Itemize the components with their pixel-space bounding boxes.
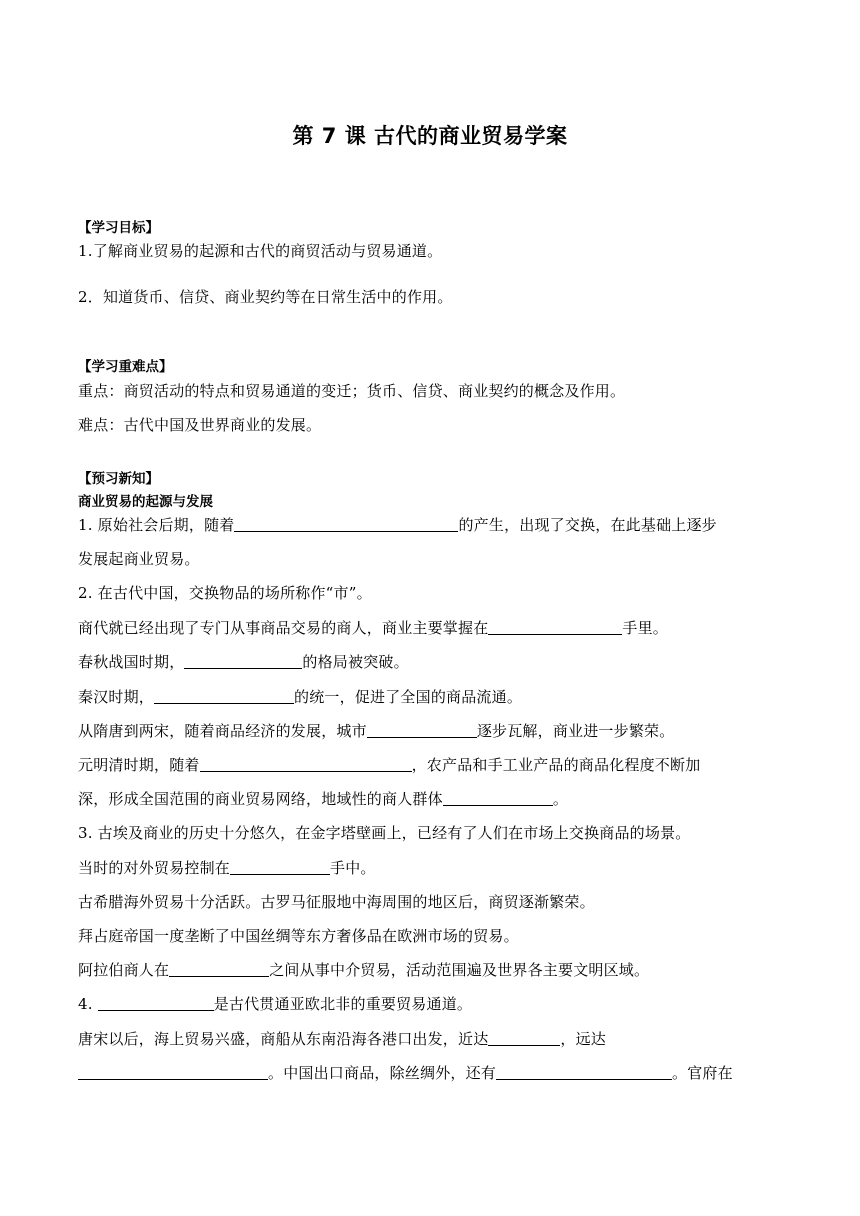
line-text: 是古代贯通亚欧北非的重要贸易通道。 bbox=[213, 995, 473, 1013]
preview-line bbox=[78, 959, 649, 980]
line-text: 2. 在古代中国，交换物品的场所称作“市”。 bbox=[78, 584, 372, 602]
fill-blank[interactable] bbox=[443, 790, 553, 806]
preview-line bbox=[78, 686, 522, 707]
line-text: 。中国出口商品，除丝绸外，还有 bbox=[268, 1064, 497, 1082]
fill-blank[interactable] bbox=[98, 995, 214, 1011]
fill-blank[interactable] bbox=[488, 619, 622, 635]
page-title: 第 7 课 古代的商业贸易学案 bbox=[292, 124, 568, 148]
line-text: 元明清时期，随着 bbox=[78, 756, 200, 774]
line-text: ，远达 bbox=[560, 1030, 607, 1048]
preview-line bbox=[78, 822, 690, 843]
line-text: 1. 原始社会后期，随着 bbox=[78, 516, 235, 534]
line-text: 。 bbox=[552, 790, 569, 808]
preview-line bbox=[78, 1028, 606, 1049]
goal-line: 2．知道货币、信贷、商业契约等在日常生活中的作用。 bbox=[78, 288, 453, 306]
preview-line bbox=[78, 925, 519, 946]
fill-blank[interactable] bbox=[154, 688, 294, 704]
preview-line bbox=[78, 891, 595, 912]
line-text: 古希腊海外贸易十分活跃。古罗马征服地中海周围的地区后，商贸逐渐繁荣。 bbox=[78, 893, 595, 911]
line-text: 手里。 bbox=[622, 619, 669, 637]
preview-line bbox=[78, 617, 668, 638]
line-text: 拜占庭帝国一度垄断了中国丝绸等东方奢侈品在欧洲市场的贸易。 bbox=[78, 927, 519, 945]
fill-blank[interactable] bbox=[184, 653, 302, 669]
line-text: 发展起商业贸易。 bbox=[78, 550, 200, 568]
line-text: 4. bbox=[78, 995, 98, 1013]
preview-line bbox=[78, 720, 674, 741]
line-text: 商代就已经出现了专门从事商品交易的商人，商业主要掌握在 bbox=[78, 619, 489, 637]
line-text: 手中。 bbox=[330, 859, 376, 877]
fill-blank[interactable] bbox=[169, 961, 269, 977]
line-text: 当时的对外贸易控制在 bbox=[78, 859, 231, 877]
line-text: 春秋战国时期， bbox=[78, 653, 185, 671]
line-text: 。官府在 bbox=[672, 1064, 733, 1082]
preview-line bbox=[78, 514, 717, 535]
goal-line: 1.了解商业贸易的起源和古代的商贸活动与贸易通道。 bbox=[78, 242, 443, 260]
fill-blank[interactable] bbox=[230, 859, 330, 875]
key-line: 难点：古代中国及世界商业的发展。 bbox=[78, 416, 322, 434]
line-text: ，农产品和手工业产品的商品化程度不断加 bbox=[411, 756, 701, 774]
preview-heading: 【预习新知】 bbox=[78, 471, 159, 487]
preview-line bbox=[78, 1062, 733, 1083]
fill-blank[interactable] bbox=[200, 756, 412, 772]
line-text: 深，形成全国范围的商业贸易网络，地域性的商人群体 bbox=[78, 790, 443, 808]
preview-subheading: 商业贸易的起源与发展 bbox=[78, 494, 213, 510]
line-text: 从隋唐到两宋，随着商品经济的发展，城市 bbox=[78, 722, 367, 740]
line-text: 的格局被突破。 bbox=[302, 653, 409, 671]
key-line: 重点：商贸活动的特点和贸易通道的变迁；货币、信贷、商业契约的概念及作用。 bbox=[78, 382, 626, 400]
line-text: 的产生，出现了交换，在此基础上逐步 bbox=[458, 516, 717, 534]
preview-line bbox=[78, 788, 568, 809]
preview-line bbox=[78, 857, 376, 878]
line-text: 3. 古埃及商业的历史十分悠久，在金字塔壁画上，已经有了人们在市场上交换商品的场景。 bbox=[78, 824, 691, 842]
fill-blank[interactable] bbox=[78, 1064, 268, 1080]
preview-line bbox=[78, 582, 372, 603]
line-text: 的统一，促进了全国的商品流通。 bbox=[294, 688, 523, 706]
line-text: 阿拉伯商人在 bbox=[78, 961, 170, 979]
preview-line bbox=[78, 993, 472, 1014]
fill-blank[interactable] bbox=[496, 1064, 672, 1080]
goals-heading: 【学习目标】 bbox=[78, 220, 159, 236]
line-text: 秦汉时期， bbox=[78, 688, 155, 706]
preview-line bbox=[78, 548, 200, 569]
line-text: 唐宋以后，海上贸易兴盛，商船从东南沿海各港口出发，近达 bbox=[78, 1030, 489, 1048]
preview-line bbox=[78, 651, 409, 672]
key-heading: 【学习重难点】 bbox=[78, 359, 173, 375]
fill-blank[interactable] bbox=[234, 516, 458, 532]
fill-blank[interactable] bbox=[488, 1030, 560, 1046]
line-text: 之间从事中介贸易，活动范围遍及世界各主要文明区域。 bbox=[269, 961, 650, 979]
line-text: 逐步瓦解，商业进一步繁荣。 bbox=[476, 722, 675, 740]
fill-blank[interactable] bbox=[367, 722, 477, 738]
preview-line bbox=[78, 754, 700, 775]
